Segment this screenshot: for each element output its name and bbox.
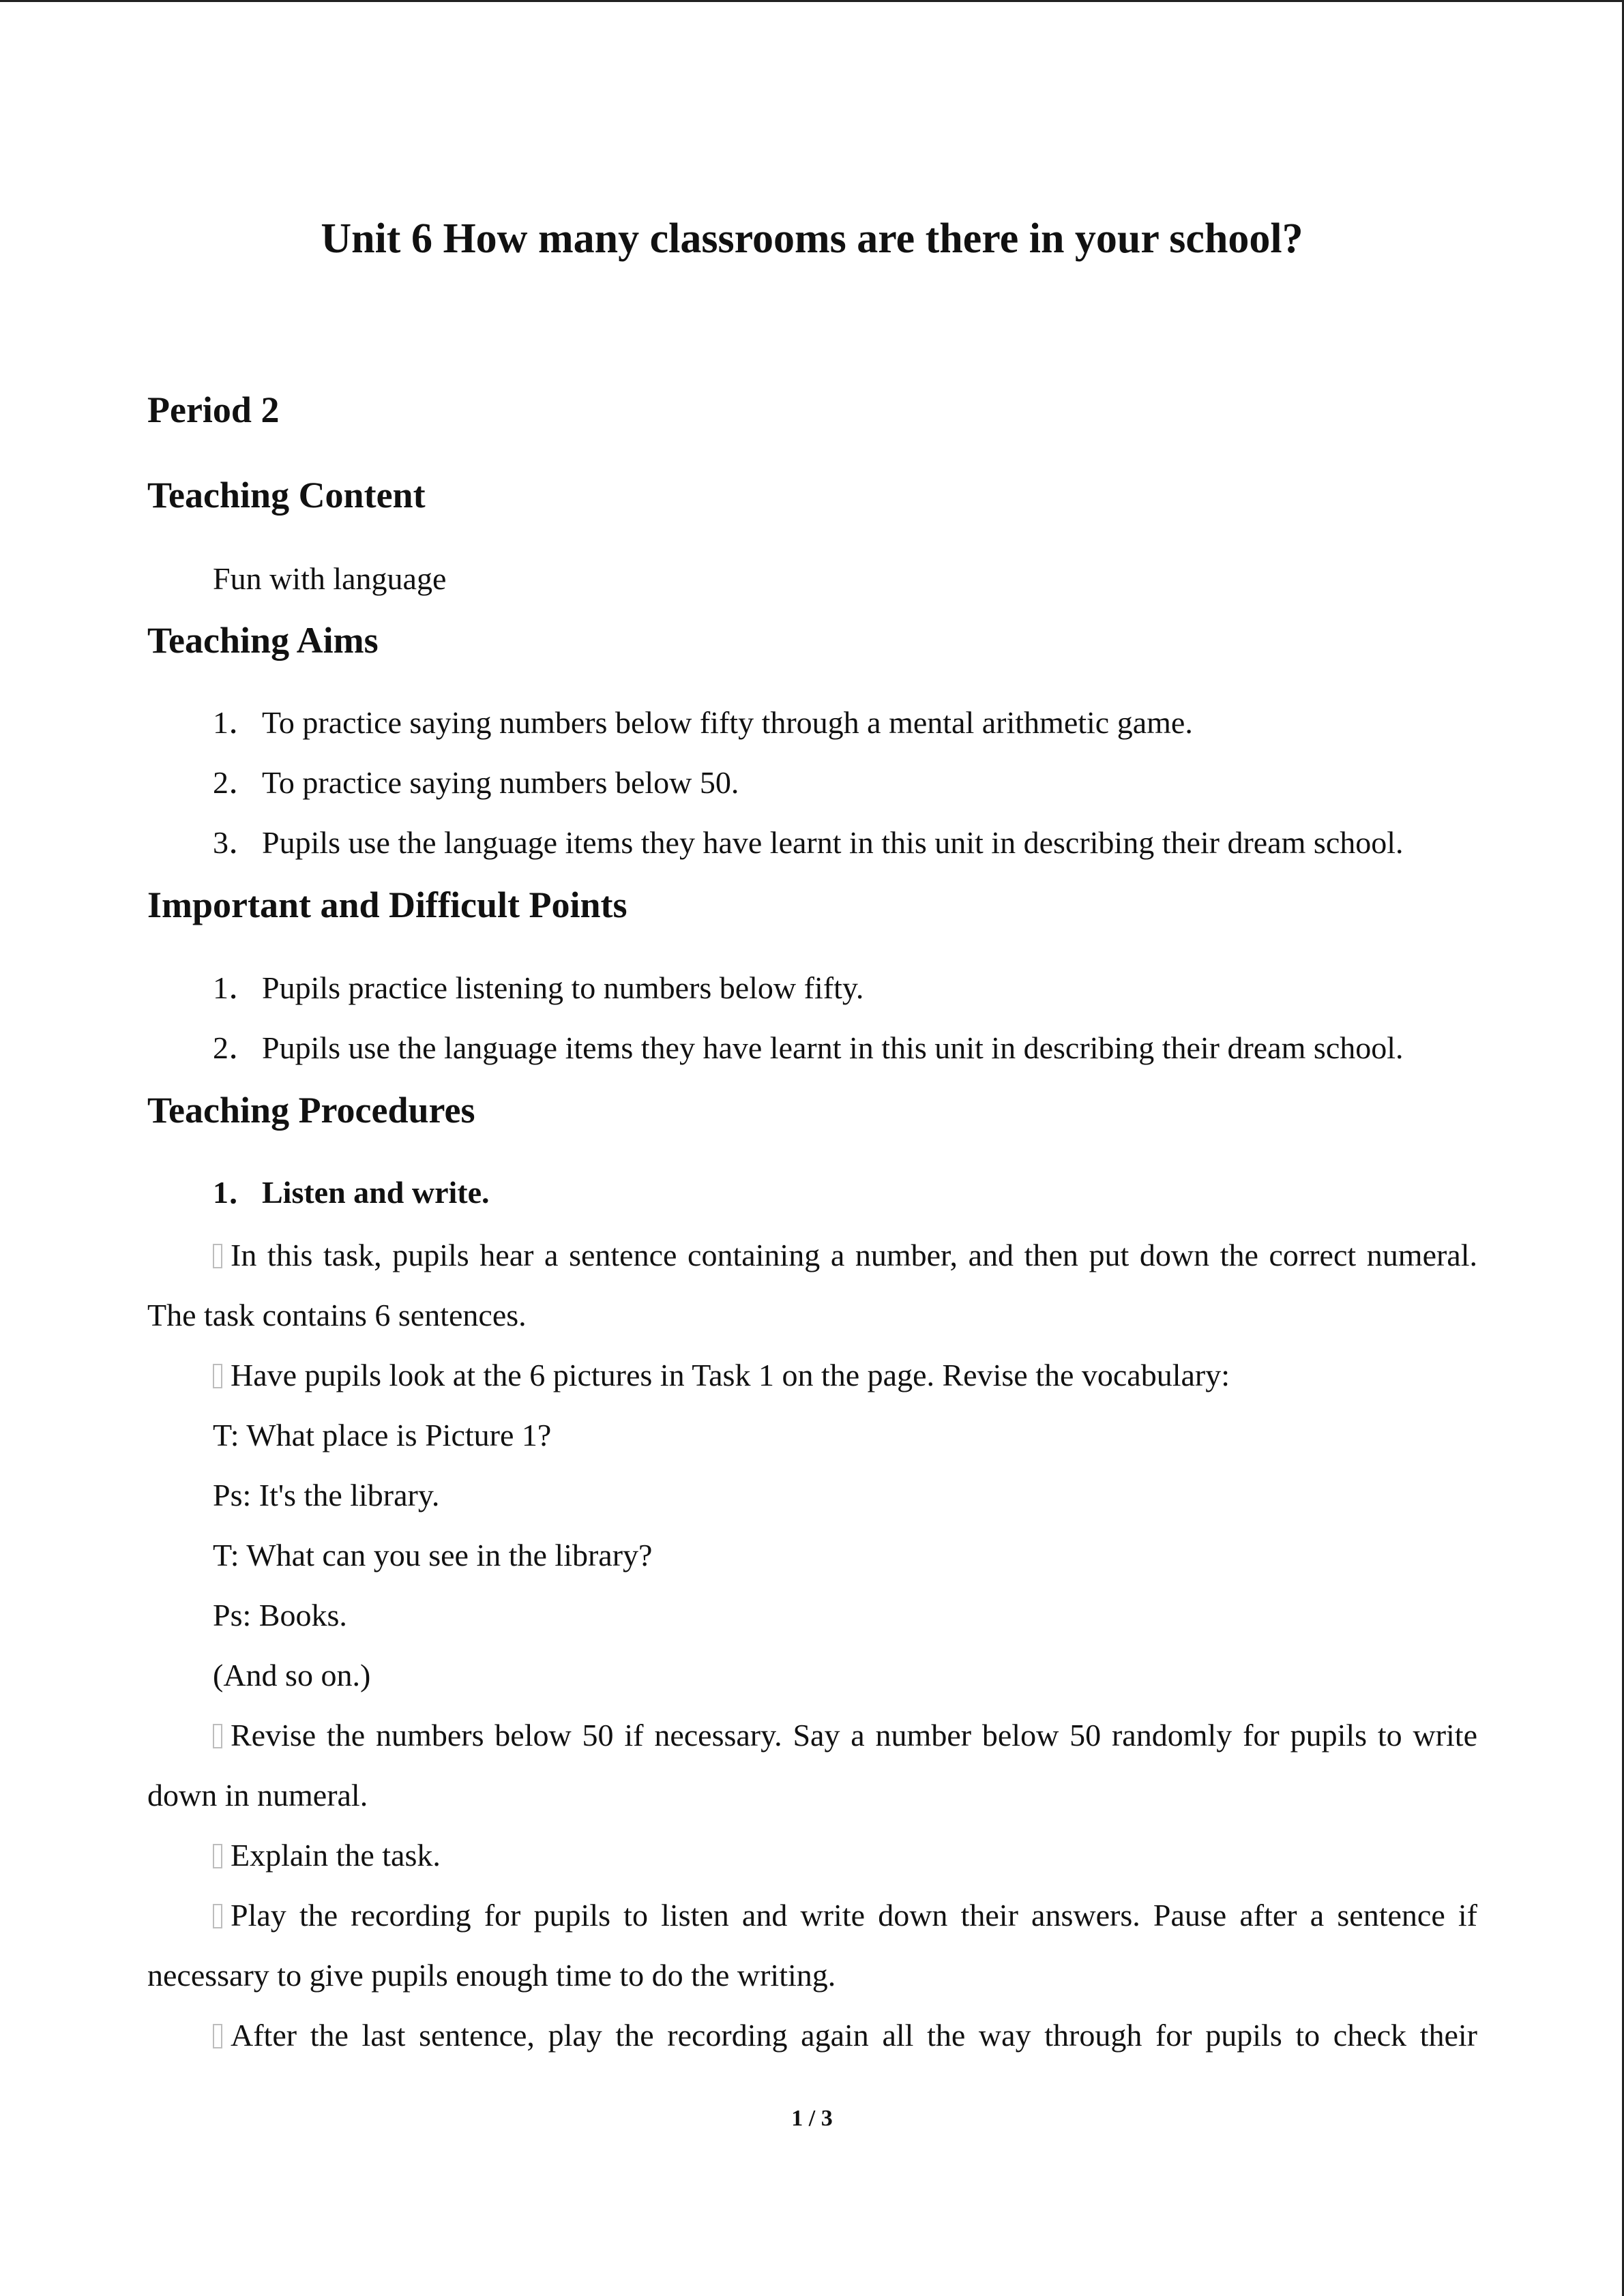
point-item-1 (213, 967, 863, 1009)
point-item-text: Pupils practice listening to numbers below fifty. (262, 970, 864, 1005)
dialogue-line: T: What can you see in the library? (213, 1538, 653, 1572)
aim-item-text: To practice saying numbers below 50. (262, 765, 739, 800)
aim-item-number: 2． (213, 765, 260, 800)
bullet-icon (213, 1904, 222, 1928)
procedure-step-number: 1． (213, 1175, 260, 1210)
procedure-step-text: Listen and write. (262, 1175, 490, 1210)
paragraph-text: In this task, pupils hear a sentence containing a number, and then put down the correct numeral. (231, 1238, 1477, 1272)
bullet-icon (213, 2024, 222, 2048)
procedure-step-1 (213, 1172, 490, 1214)
point-item-number: 2． (213, 1030, 260, 1065)
page-border-top (0, 0, 1624, 2)
paragraph-line: down in numeral. (147, 1778, 368, 1813)
bullet-icon (213, 1364, 222, 1388)
bullet-icon (213, 1244, 222, 1268)
aim-item-3 (213, 822, 1404, 864)
page-number: 1 / 3 (791, 2106, 833, 2131)
paragraph-line (213, 1354, 1230, 1397)
aim-item-text: Pupils use the language items they have learnt in this unit in describing their dream school. (262, 825, 1404, 860)
teaching-content-text: Fun with language (213, 561, 447, 596)
bullet-icon (213, 1724, 222, 1748)
paragraph-text: Play the recording for pupils to listen and write down their answers. Pause after a sentence if (231, 1898, 1477, 1933)
paragraph-line (147, 1714, 1477, 1757)
point-item-number: 1． (213, 970, 260, 1005)
teaching-content-heading: Teaching Content (147, 475, 426, 516)
paragraph-line (147, 1894, 1477, 1937)
aim-item-number: 3． (213, 825, 260, 860)
document-title: Unit 6 How many classrooms are there in your school? (321, 215, 1303, 262)
point-item-text: Pupils use the language items they have learnt in this unit in describing their dream school. (262, 1030, 1404, 1065)
paragraph-line: necessary to give pupils enough time to do the writing. (147, 1958, 836, 1993)
bullet-icon (213, 1844, 222, 1868)
paragraph-text: After the last sentence, play the recording again all the way through for pupils to check their (231, 2018, 1477, 2053)
aim-item-number: 1． (213, 705, 260, 740)
paragraph-line (213, 1834, 441, 1877)
paragraph-text: Revise the numbers below 50 if necessary. Say a number below 50 randomly for pupils to write (231, 1718, 1477, 1753)
paragraph-line: The task contains 6 sentences. (147, 1298, 527, 1332)
aim-item-2 (213, 762, 739, 804)
aim-item-text: To practice saying numbers below fifty through a mental arithmetic game. (262, 705, 1193, 740)
point-item-2 (213, 1027, 1404, 1069)
paragraph-line (147, 1234, 1477, 1277)
teaching-procedures-heading: Teaching Procedures (147, 1090, 475, 1131)
period-heading: Period 2 (147, 389, 280, 430)
dialogue-line: T: What place is Picture 1? (213, 1418, 552, 1452)
teaching-aims-heading: Teaching Aims (147, 620, 379, 661)
paragraph-text: Explain the task. (231, 1838, 441, 1873)
paragraph-text: Have pupils look at the 6 pictures in Task 1 on the page. Revise the vocabulary: (231, 1358, 1230, 1392)
dialogue-line: (And so on.) (213, 1658, 371, 1693)
aim-item-1 (213, 702, 1193, 744)
important-points-heading: Important and Difficult Points (147, 884, 628, 925)
paragraph-line (147, 2014, 1477, 2057)
dialogue-line: Ps: It's the library. (213, 1478, 440, 1512)
dialogue-line: Ps: Books. (213, 1598, 347, 1632)
